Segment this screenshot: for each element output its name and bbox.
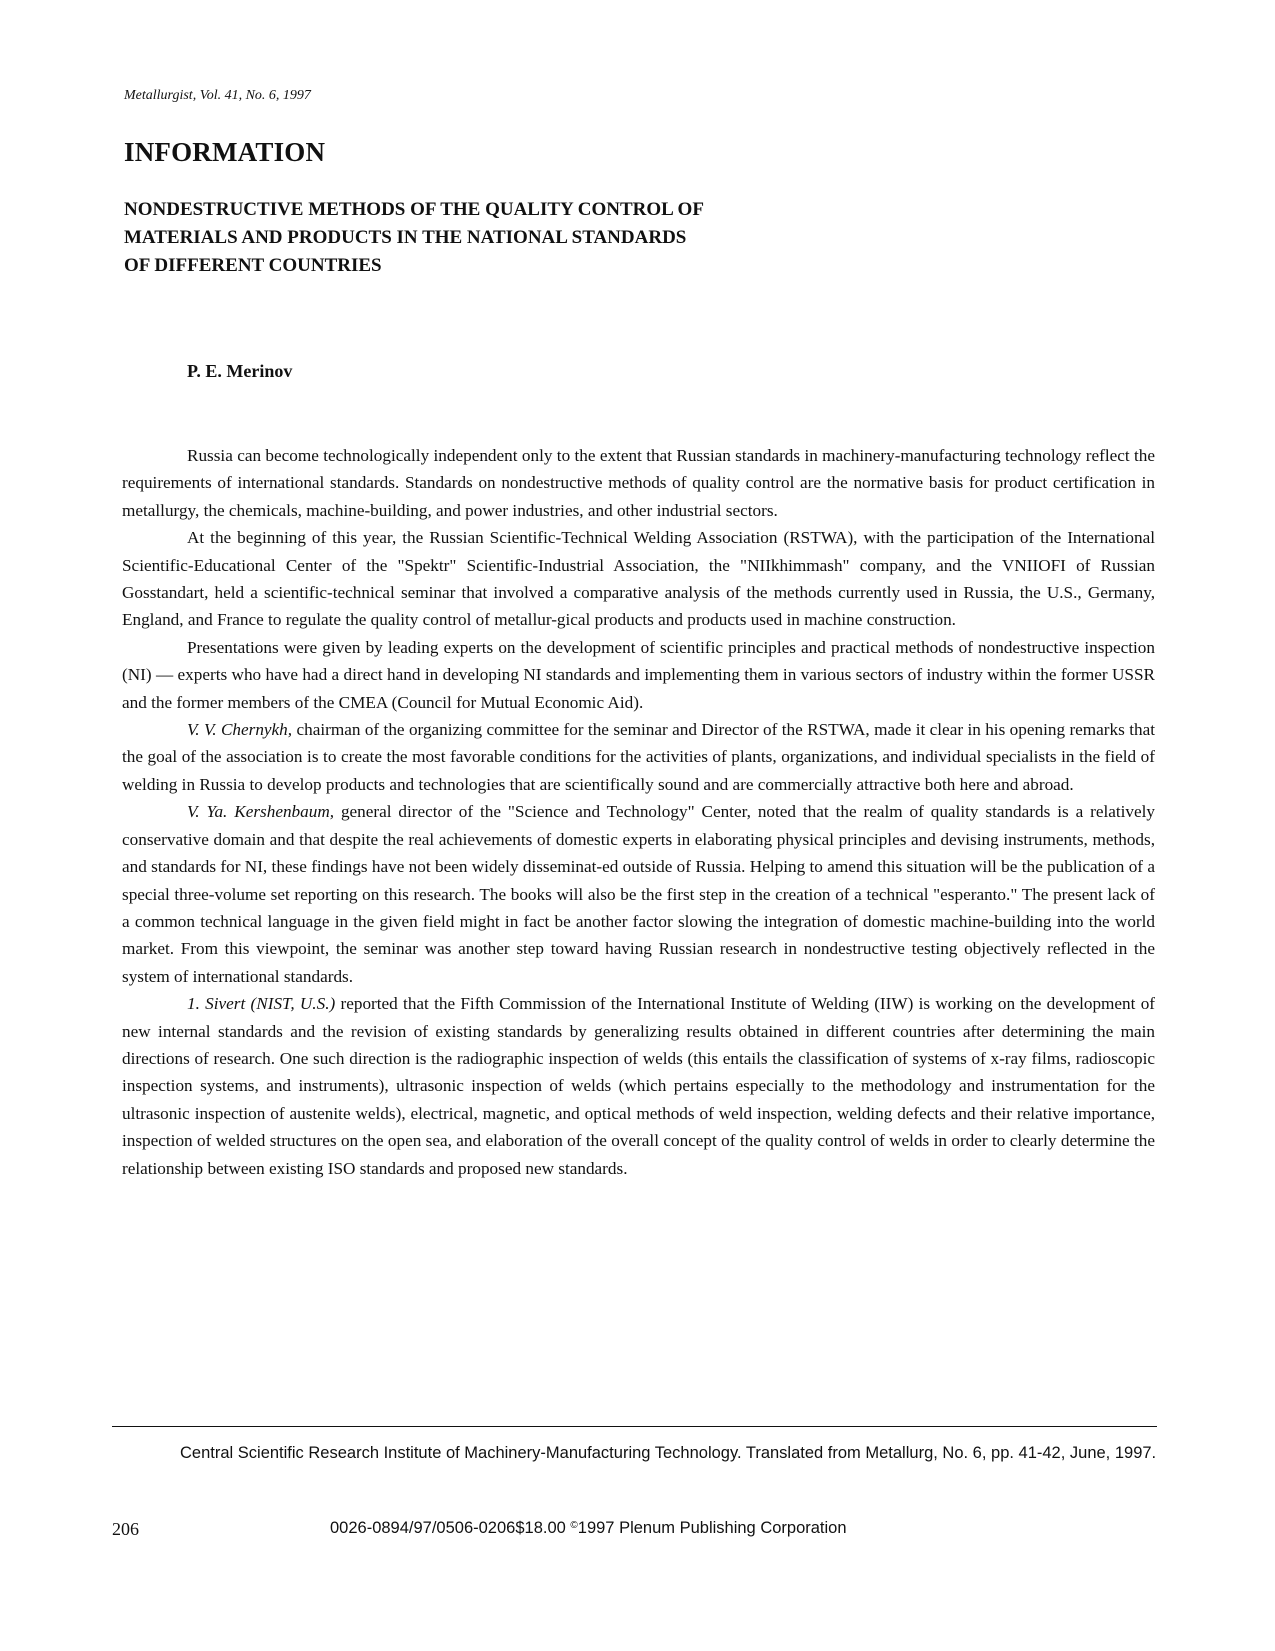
copyright-text: 1997 Plenum Publishing Corporation: [577, 1519, 847, 1537]
section-heading: INFORMATION: [124, 137, 326, 167]
title-line-3: OF DIFFERENT COUNTRIES: [124, 255, 382, 276]
footnote: Central Scientific Research Institute of Machinery-Manufacturing Technology. Translated from Metallurg, No. 6, pp. 41-42, June, 1997.: [180, 1444, 1157, 1462]
paragraph-5: [122, 798, 1155, 990]
page-number: 206: [112, 1519, 139, 1539]
paragraph-2: At the beginning of this year, the Russian Scientific-Technical Welding Association (RSTWA), with the participation of the International Scientific-Educational Center of the "Spektr" Scientific-Industrial Association, the "NIIkhimmash" company, and the VNIIOFI of Russian Gosstandart, held a scientific-technical seminar that involved a comparative analysis of the methods currently used in Russia, the U.S., Germany, England, and France to regulate the quality control of metallur-gical products and products used in machine construction.: [122, 528, 1155, 630]
paragraph-1: Russia can become technologically independent only to the extent that Russian standards in machinery-manufacturing technology reflect the requirements of international standards. Standards on nondestructive methods of quality control are the normative basis for product certification in metallurgy, the chemicals, machine-building, and power industries, and other industrial sectors.: [122, 446, 1155, 520]
title-line-1: NONDESTRUCTIVE METHODS OF THE QUALITY CONTROL OF: [124, 199, 704, 220]
paragraph-text: chairman of the organizing committee for the seminar and Director of the RSTWA, made it clear in his opening remarks that the goal of the association is to create the most favorable conditions for the activities of plants, organizations, and individual specialists in the field of welding in Russia to develop products and technologies that are scientifically sound and are commercially attractive both here and abroad.: [122, 720, 1155, 794]
title-line-2: MATERIALS AND PRODUCTS IN THE NATIONAL STANDARDS: [124, 227, 687, 248]
copyright-symbol: ©: [570, 1520, 578, 1531]
article-code: 0026-0894/97/0506-0206$18.00: [330, 1519, 566, 1537]
speaker-name: 1. Sivert (NIST, U.S.): [187, 994, 336, 1014]
footnote-divider: [112, 1426, 1157, 1427]
article-body: [122, 442, 1155, 1182]
speaker-name: V. V. Chernykh,: [187, 720, 293, 740]
paragraph-text: general director of the "Science and Technology" Center, noted that the realm of quality standards is a relatively conservative domain and that despite the real achievements of domestic experts in elaborating physical principles and devising instruments, methods, and standards for NI, these findings have not been widely disseminat-ed outside of Russia. Helping to amend this situation will be the publication of a special three-volume set reporting on this research. The books will also be the first step in the creation of a technical "esperanto." The present lack of a common technical language in the given field might in fact be another factor slowing the integration of domestic machine-building into the world market. From this viewpoint, the seminar was another step toward having Russian research in nondestructive testing objectively reflected in the system of international standards.: [122, 802, 1155, 986]
article-title: [124, 196, 884, 280]
paragraph-4: [122, 716, 1155, 798]
paragraph-text: reported that the Fifth Commission of the International Institute of Welding (IIW) is working on the development of new internal standards and the revision of existing standards by generalizing results obtained in different countries after determining the main directions of research. One such direction is the radiographic inspection of welds (this entails the classification of systems of x-ray films, radioscopic inspection systems, and instruments), ultrasonic inspection of welds (which pertains especially to the methodology and instrumentation for the ultrasonic inspection of austenite welds), electrical, magnetic, and optical methods of weld inspection, welding defects and their relative importance, inspection of welded structures on the open sea, and elaboration of the overall concept of the quality control of welds in order to clearly determine the relationship between existing ISO standards and proposed new standards.: [122, 994, 1156, 1178]
paragraph-3: Presentations were given by leading experts on the development of scientific principles and practical methods of nondestructive inspection (NI) — experts who have had a direct hand in developing NI standards and implementing them in various sectors of industry within the former USSR and the former members of the CMEA (Council for Mutual Economic Aid).: [122, 637, 1155, 712]
paragraph-6: [122, 990, 1155, 1182]
speaker-name: V. Ya. Kershenbaum,: [187, 802, 335, 822]
author-name: P. E. Merinov: [187, 361, 293, 381]
copyright-line: [330, 1519, 847, 1538]
journal-citation: Metallurgist, Vol. 41, No. 6, 1997: [124, 88, 311, 103]
